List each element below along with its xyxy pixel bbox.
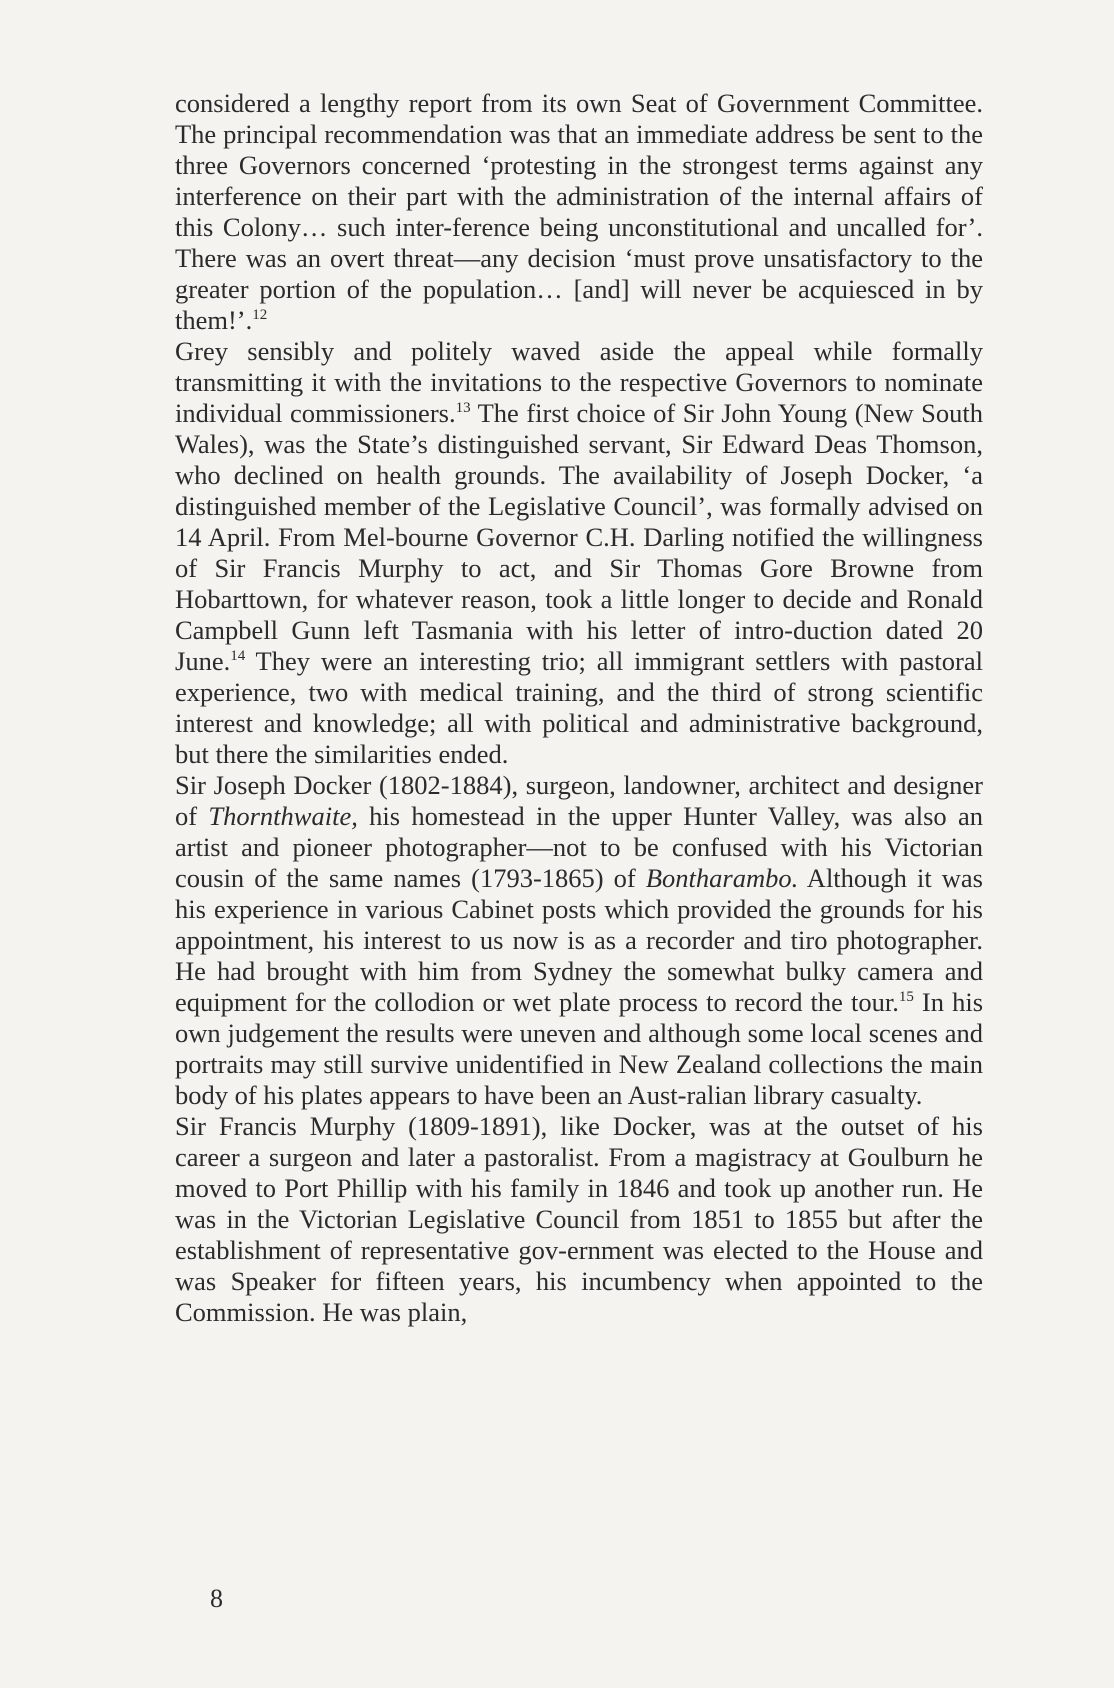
paragraph-commissioners [175,336,983,770]
paragraph-joseph-docker [175,770,983,1111]
page-body-text [175,88,983,1328]
italic-bontharambo: Bontharambo. [645,863,799,893]
text-run: considered a lengthy report from its own Seat of Government Committee. The principal recommendation was that an immediate address be sent to the three Governors concerned ‘protesting in the strongest terms against any interference on their part with the administration of the internal affairs of this Colony… such inter-ference being unconstitutional and uncalled for’. There was an overt threat—any decision ‘must prove unsatisfactory to the greater portion of the population… [and] will never be acquiesced in by them!’. [175,88,983,335]
footnote-ref-12: 12 [252,307,268,323]
italic-thornthwaite: Thornthwaite, [208,801,358,831]
text-run: Although it was his experience in various Cabinet posts which provided the grounds for his appointment, his interest to us now is as a recorder and tiro photographer. He had brought with him from Sydney the somewhat bulky camera and equipment for the collodion or wet plate process to record the tour. [175,863,983,1017]
paragraph-francis-murphy [175,1111,983,1328]
text-run: They were an interesting trio; all immigrant settlers with pastoral experience, two with medical training, and the third of strong scientific interest and knowledge; all with political and administrative background, but there the similarities ended. [175,646,983,769]
text-run: his homestead in the upper Hunter Valley, was also an artist and pioneer photographer—not to be confused with his Victorian cousin of the same names (1793-1865) of [175,801,983,893]
text-run: The first choice of Sir John Young (New South Wales), was the State’s distinguished servant, Sir Edward Deas Thomson, who declined on health grounds. The availability of Joseph Docker, ‘a distinguished member of the Legislative Council’, was formally advised on 14 April. From Mel-bourne Governor C.H. Darling notified the willingness of Sir Francis Murphy to act, and Sir Thomas Gore Browne from Hobarttown, for whatever reason, took a little longer to decide and Ronald Campbell Gunn left Tasmania with his letter of intro-duction dated 20 June. [175,398,983,676]
paragraph-seat-of-government [175,88,983,336]
footnote-ref-14: 14 [230,648,246,664]
footnote-ref-15: 15 [898,989,914,1005]
text-run: Sir Francis Murphy (1809-1891), like Docker, was at the outset of his career a surgeon and later a pastoralist. From a magistracy at Goulburn he moved to Port Phillip with his family in 1846 and took up another run. He was in the Victorian Legislative Council from 1851 to 1855 but after the establishment of representative gov-ernment was elected to the House and was Speaker for fifteen years, his incumbency when appointed to the Commission. He was plain, [175,1111,983,1327]
text-run: Grey sensibly and politely waved aside the appeal while formally transmitting it with the invitations to the respective Governors to nominate individual commissioners. [175,336,983,428]
page-number: 8 [210,1584,223,1613]
footnote-ref-13: 13 [455,400,471,416]
text-run: In his own judgement the results were uneven and although some local scenes and portraits may still survive unidentified in New Zealand collections the main body of his plates appears to have been an Aust-ralian library casualty. [175,987,984,1110]
text-run: Sir Joseph Docker (1802-1884), surgeon, landowner, architect and designer of [175,770,983,831]
